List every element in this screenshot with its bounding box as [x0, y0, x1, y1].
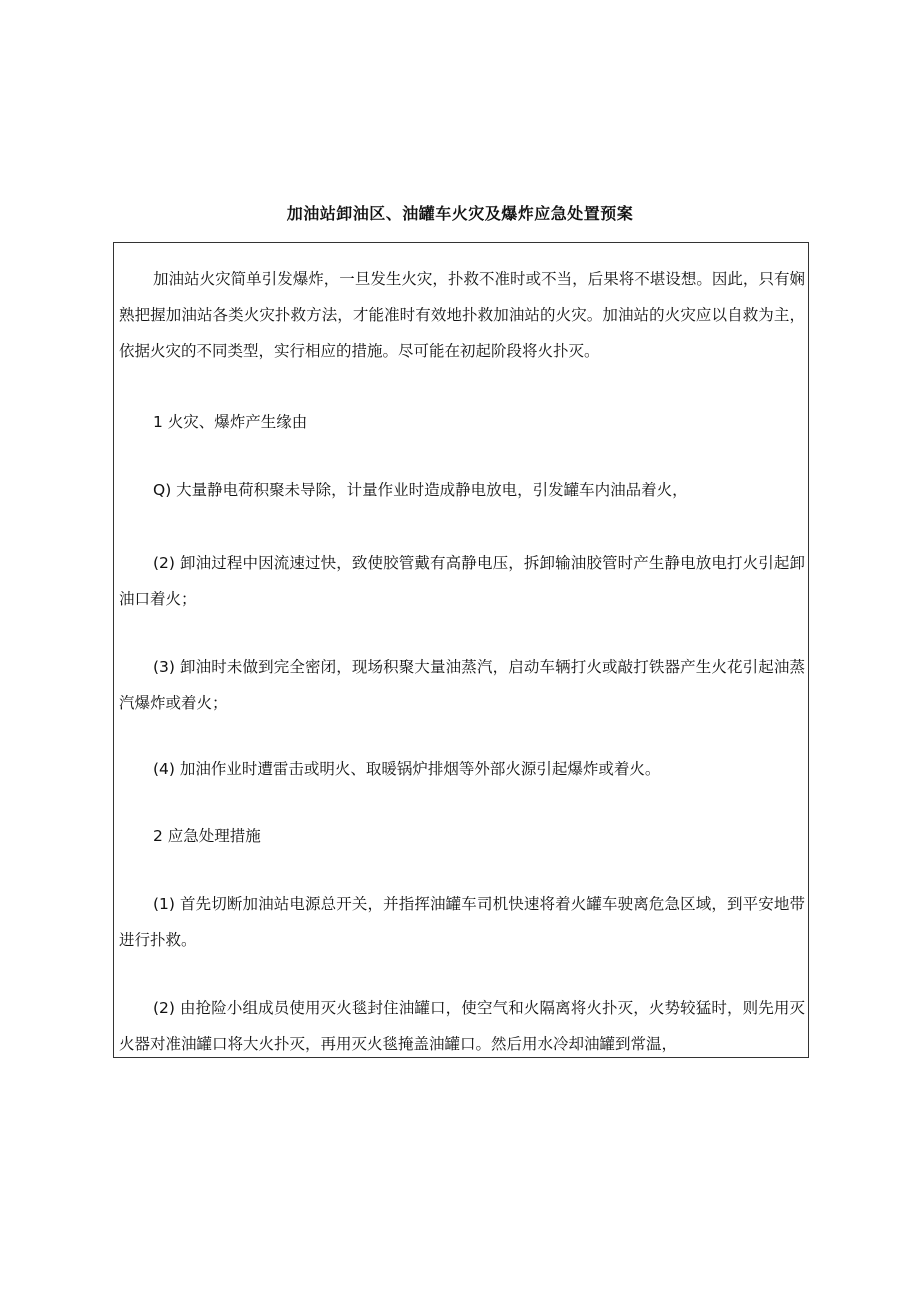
cause-item-3: (3) 卸油时未做到完全密闭，现场积聚大量油蒸汽，启动车辆打火或敲打铁器产生火花引起油蒸汽爆炸或着火；	[119, 658, 805, 712]
section-heading-causes: 1 火灾、爆炸产生缘由	[153, 413, 308, 431]
cause-item-4: (4) 加油作业时遭雷击或明火、取暖锅炉排烟等外部火源引起爆炸或着火。	[153, 760, 661, 778]
intro-paragraph: 加油站火灾简单引发爆炸，一旦发生火灾，扑救不准时或不当，后果将不堪设想。因此，只有娴熟把握加油站各类火灾扑救方法，才能准时有效地扑救加油站的火灾。加油站的火灾应以自救为主，依据火灾的不同类型，实行相应的措施。尽可能在初起阶段将火扑灭。	[119, 270, 805, 360]
measure-item-2: (2) 由抢险小组成员使用灭火毯封住油罐口，使空气和火隔离将火扑灭，火势较猛时，则先用灭火器对准油罐口将大火扑灭，再用灭火毯掩盖油罐口。然后用水冷却油罐到常温，	[119, 999, 805, 1053]
page-title: 加油站卸油区、油罐车火灾及爆炸应急处置预案	[286, 204, 634, 223]
content-box	[113, 242, 809, 1058]
cause-item-2: (2) 卸油过程中因流速过快，致使胶管戴有高静电压，拆卸输油胶管时产生静电放电打火引起卸油口着火；	[119, 554, 805, 608]
measure-item-1: (1) 首先切断加油站电源总开关，并指挥油罐车司机快速将着火罐车驶离危急区域，到平安地带进行扑救。	[119, 895, 805, 949]
section-heading-measures: 2 应急处理措施	[153, 827, 261, 845]
cause-item-1: Q) 大量静电荷积聚未导除，计量作业时造成静电放电，引发罐车内油品着火，	[153, 481, 688, 499]
